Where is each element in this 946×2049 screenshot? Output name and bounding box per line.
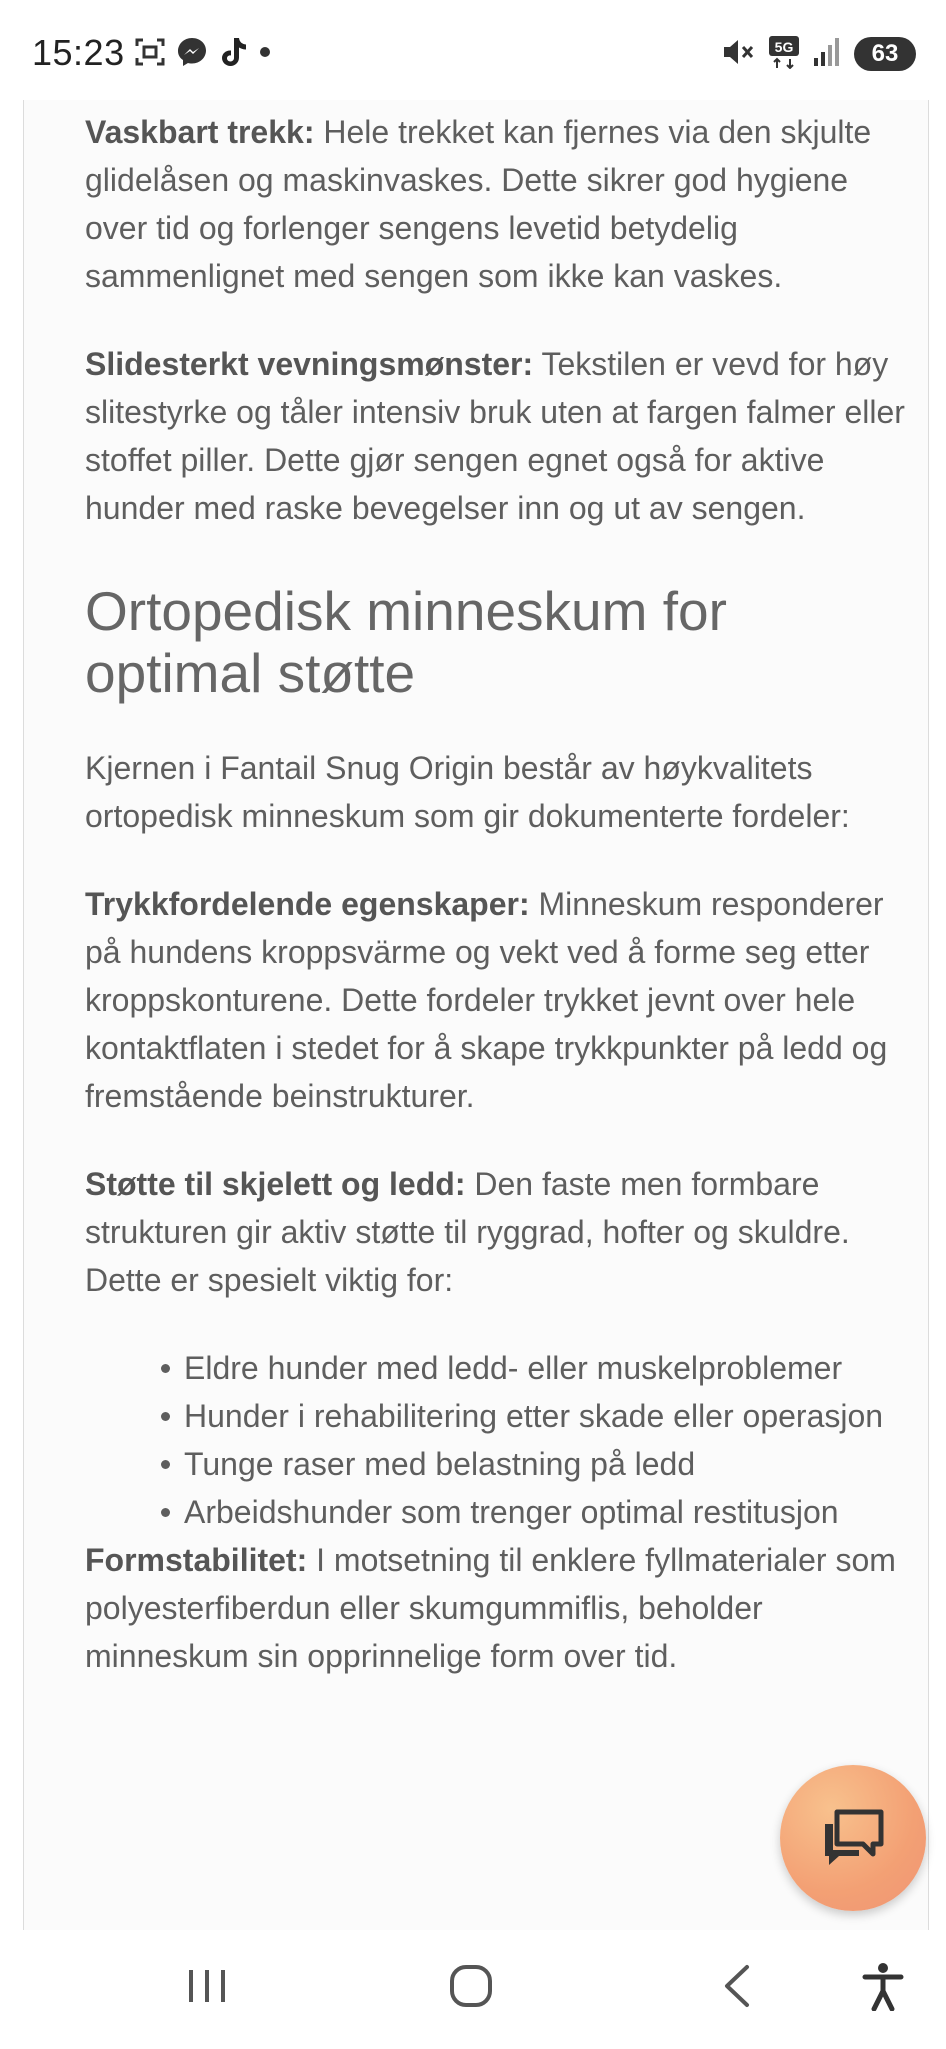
screenshot-icon xyxy=(134,36,166,73)
paragraph-pressure-relief xyxy=(85,880,915,1120)
chat-bubbles-icon xyxy=(817,1804,889,1873)
accessibility-icon xyxy=(861,1961,905,2016)
recent-apps-icon xyxy=(185,1966,229,2011)
paragraph-lead: Vaskbart trekk: xyxy=(85,114,315,150)
paragraph-washable-cover xyxy=(85,108,915,300)
chat-button[interactable] xyxy=(780,1765,926,1911)
back-button[interactable] xyxy=(707,1958,767,2018)
web-content[interactable] xyxy=(23,100,929,1930)
notification-dot-icon xyxy=(258,45,272,64)
paragraph-text: Minneskum responderer på hundens kroppsvärme og vekt ved å forme seg etter kroppskonturene. Dette fordeler trykket jevnt over hele kontaktflaten i stedet for å skape trykkpunkter på ledd og fremstående beinstrukturer. xyxy=(85,886,888,1114)
battery-indicator: 63 xyxy=(854,37,916,71)
list-item: Hunder i rehabilitering etter skade eller operasjon xyxy=(85,1392,915,1440)
paragraph-text: Hele trekket kan fjernes via den skjulte glidelåsen og maskinvaskes. Dette sikrer god hygiene over tid og forlenger sengens levetid betydelig sammenlignet med sengen som ikke kan vaskes. xyxy=(85,114,872,294)
status-time: 15:23 xyxy=(32,32,125,73)
accessibility-button[interactable] xyxy=(853,1958,913,2018)
paragraph-form-stability xyxy=(85,1536,915,1680)
list-item: Arbeidshunder som trenger optimal restitusjon xyxy=(85,1488,915,1536)
paragraph-weave-pattern xyxy=(85,340,915,532)
paragraph-lead: Trykkfordelende egenskaper: xyxy=(85,886,530,922)
messenger-icon xyxy=(176,36,208,73)
section-heading: Ortopedisk minneskum for optimal støtte xyxy=(85,580,727,704)
list-item: Tunge raser med belastning på ledd xyxy=(85,1440,915,1488)
paragraph-lead: Formstabilitet: xyxy=(85,1542,308,1578)
paragraph-intro: Kjernen i Fantail Snug Origin består av høykvalitets ortopedisk minneskum som gir dokumenterte fordeler: xyxy=(85,750,850,834)
home-icon xyxy=(448,1963,494,2014)
paragraph-lead: Slidesterkt vevningsmønster: xyxy=(85,346,534,382)
list-item: Eldre hunder med ledd- eller muskelproblemer xyxy=(85,1344,915,1392)
paragraph-text: I motsetning til enklere fyllmaterialer som polyesterfiberdun eller skumgummiflis, beholder minneskum sin opprinnelige form over tid. xyxy=(85,1542,896,1674)
recent-apps-button[interactable] xyxy=(177,1958,237,2018)
paragraph-text: Den faste men formbare strukturen gir aktiv støtte til ryggrad, hofter og skuldre. Dette er spesielt viktig for: xyxy=(85,1166,850,1298)
paragraph-skeletal-support xyxy=(85,1160,915,1304)
back-icon xyxy=(719,1963,755,2014)
mute-icon xyxy=(722,36,756,73)
home-button[interactable] xyxy=(441,1958,501,2018)
navigation-bar xyxy=(0,1930,946,2049)
signal-icon xyxy=(812,36,842,73)
svg-text:5G: 5G xyxy=(774,38,794,55)
paragraph-lead: Støtte til skjelett og ledd: xyxy=(85,1166,466,1202)
tiktok-icon xyxy=(218,36,248,73)
article-body xyxy=(85,100,915,1680)
5g-icon xyxy=(768,35,800,74)
bullet-list xyxy=(85,1344,915,1536)
paragraph-text: Tekstilen er vevd for høy slitestyrke og tåler intensiv bruk uten at fargen falmer eller stoffet piller. Dette gjør sengen egnet også for aktive hunder med raske bevegelser inn og ut av sengen. xyxy=(85,346,905,526)
status-bar xyxy=(0,0,946,100)
